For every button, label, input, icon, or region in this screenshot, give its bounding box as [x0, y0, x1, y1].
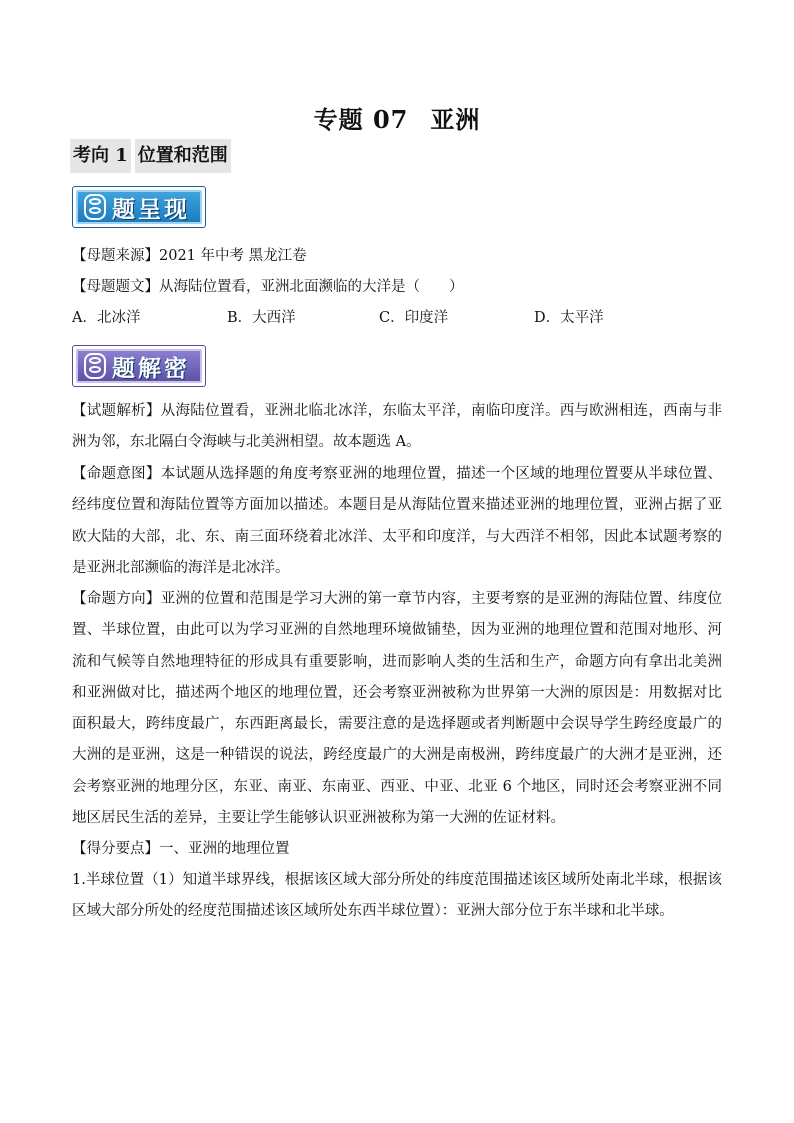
- question-text-value: 从海陆位置看，亚洲北面濒临的大洋是（ ）: [159, 279, 464, 295]
- question-source: [72, 241, 722, 272]
- option-b: B．大西洋: [227, 310, 296, 326]
- page-title: [0, 100, 794, 135]
- title-main: 专题 07: [313, 105, 409, 134]
- direction-label: 【命题方向】: [72, 591, 161, 607]
- option-c: C．印度洋: [379, 310, 449, 326]
- banner-present-label: 题呈现: [112, 196, 190, 223]
- section-name: 位置和范围: [135, 139, 231, 173]
- banner-decode-label: 题解密: [112, 355, 190, 382]
- intent-text: 本试题从选择题的角度考察亚洲的地理位置，描述一个区域的地理位置要从半球位置、经纬度位置和海陆位置等方面加以描述。本题目是从海陆位置来描述亚洲的地理位置，亚洲占据了亚欧大陆的大部，北、东、南三面环绕着北冰洋、太平和印度洋，与大西洋不相邻，因此本试题考察的是亚洲北部濒临的海洋是北冰洋。: [72, 466, 723, 576]
- points-heading-text: 一、亚洲的地理位置: [159, 841, 290, 857]
- section-heading: [70, 139, 231, 173]
- question-text: [72, 272, 722, 303]
- section-number: 考向 1: [70, 139, 131, 173]
- question-decode-banner: [72, 345, 206, 387]
- question-present-banner: [72, 186, 206, 228]
- question-options: [72, 306, 722, 330]
- logo-8-icon: [84, 194, 106, 220]
- direction-paragraph: [72, 584, 722, 834]
- analysis-text: 从海陆位置看，亚洲北临北冰洋，东临太平洋，南临印度洋。西与欧洲相连，西南与非洲为邻，东北隔白令海峡与北美洲相望。故本题选 A。: [72, 403, 723, 451]
- points-label: 【得分要点】: [72, 841, 159, 857]
- option-a: A．北冰洋: [72, 310, 141, 326]
- analysis-paragraph: [72, 396, 722, 459]
- intent-label: 【命题意图】: [72, 466, 161, 482]
- source-value: 2021 年中考 黑龙江卷: [159, 248, 307, 264]
- source-label: 【母题来源】: [72, 248, 159, 264]
- analysis-label: 【试题解析】: [72, 403, 161, 419]
- logo-8-icon: [84, 353, 106, 379]
- title-sub: 亚洲: [430, 105, 481, 134]
- points-item-1-text: 1.半球位置（1）知道半球界线，根据该区域大部分所处的纬度范围描述该区域所处南北半球，根据该区域大部分所处的经度范围描述该区域所处东西半球位置）：亚洲大部分位于东半球和北半球。: [72, 872, 722, 920]
- intent-paragraph: [72, 459, 722, 584]
- option-d: D．太平洋: [534, 310, 604, 326]
- points-item-1: [72, 865, 722, 928]
- question-text-label: 【母题题文】: [72, 279, 159, 295]
- points-heading: [72, 834, 722, 865]
- direction-text: 亚洲的位置和范围是学习大洲的第一章节内容，主要考察的是亚洲的海陆位置、纬度位置、半球位置，由此可以为学习亚洲的自然地理环境做铺垫，因为亚洲的地理位置和范围对地形、河流和气候等自然地理特征的形成具有重要影响，进而影响人类的生活和生产，命题方向有拿出北美洲和亚洲做对比，描述两个地区的地理位置，还会考察亚洲被称为世界第一大洲的原因是：用数据对比面积最大，跨纬度最广，东西距离最长，需要注意的是选择题或者判断题中会误导学生跨经度最广的大洲的是亚洲，这是一种错误的说法，跨经度最广的大洲是南极洲，跨纬度最广的大洲才是亚洲，还会考察亚洲的地理分区，东亚、南亚、东南亚、西亚、中亚、北亚 6 个地区，同时还会考察亚洲不同地区居民生活的差异，主要让学生能够认识亚洲被称为第一大洲的佐证材料。: [72, 591, 723, 827]
